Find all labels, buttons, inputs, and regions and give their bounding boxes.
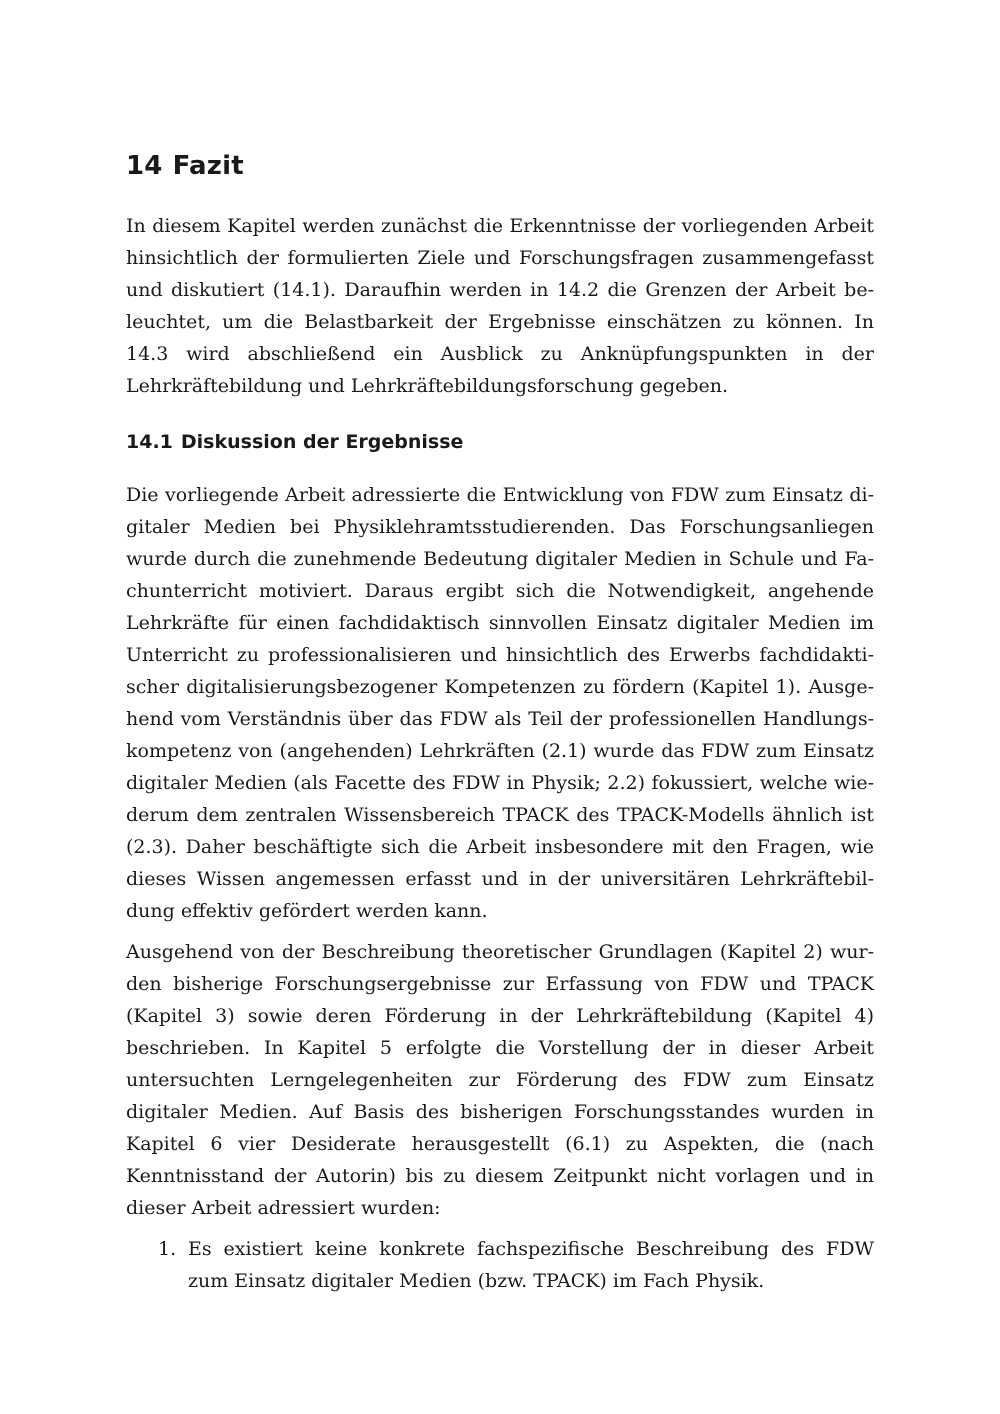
page-content (126, 148, 874, 1297)
chapter-number: 14 (126, 151, 163, 181)
list-item-text: Es existiert keine konkrete fachspezifische Beschreibung des FDW zum Einsatz digitaler Medien (bzw. TPACK) im Fach Physik. (188, 1238, 874, 1292)
chapter-intro-paragraph: In diesem Kapitel werden zunächst die Erkenntnisse der vorliegenden Arbeit hinsichtlich der formulierten Ziele und Forschungsfragen zusammengefasst und diskutiert (14.1). Daraufhin werden in 14.2 die Grenzen der Arbeit beleuchtet, um die Belastbarkeit der Ergebnisse einschätzen zu können. In 14.3 wird abschließend ein Ausblick zu Anknüpfungspunkten in der Lehrkräftebildung und Lehrkräftebildungsforschung gegeben. (126, 215, 874, 397)
desiderata-list (126, 1233, 874, 1297)
list-item-number: 1. (158, 1238, 177, 1260)
section-number: 14.1 (126, 431, 173, 453)
section-title: Diskussion der Ergebnisse (180, 431, 464, 453)
chapter-heading (126, 148, 874, 184)
list-item (126, 1233, 874, 1297)
body-paragraph: Ausgehend von der Beschreibung theoretischer Grundlagen (Kapitel 2) wurden bisherige Forschungsergebnisse zur Erfassung von FDW und TPACK (Kapitel 3) sowie deren Förderung in der Lehrkräftebildung (Kapitel 4) beschrieben. In Kapitel 5 erfolgte die Vorstellung der in dieser Arbeit untersuchten Lerngelegenheiten zur Förderung des FDW zum Einsatz digitaler Medien. Auf Basis des bisherigen Forschungsstandes wurden in Kapitel 6 vier Desiderate herausgestellt (6.1) zu Aspekten, die (nach Kenntnisstand der Autorin) bis zu diesem Zeitpunkt nicht vorlagen und in dieser Arbeit adressiert wurden: (126, 941, 874, 1219)
body-paragraph: Die vorliegende Arbeit adressierte die Entwicklung von FDW zum Einsatz digitaler Medien bei Physiklehramtsstudierenden. Das Forschungsanliegen wurde durch die zunehmende Bedeutung digitaler Medien in Schule und Fachunterricht motiviert. Daraus ergibt sich die Notwendigkeit, angehende Lehrkräfte für einen fachdidaktisch sinnvollen Einsatz digitaler Medien im Unterricht zu professionalisieren und hinsichtlich des Erwerbs fachdidaktischer digitalisierungsbezogener Kompetenzen zu fördern (Kapitel 1). Ausgehend vom Verständnis über das FDW als Teil der professionellen Handlungskompetenz von (angehenden) Lehrkräften (2.1) wurde das FDW zum Einsatz digitaler Medien (als Facette des FDW in Physik; 2.2) fokussiert, welche wiederum dem zentralen Wissensbereich TPACK des TPACK-Modells ähnlich ist (2.3). Daher beschäftigte sich die Arbeit insbesondere mit den Fragen, wie dieses Wissen angemessen erfasst und in der universitären Lehrkräftebildung effektiv gefördert werden kann. (126, 484, 874, 922)
chapter-title: Fazit (172, 151, 244, 181)
section-heading (126, 428, 874, 456)
